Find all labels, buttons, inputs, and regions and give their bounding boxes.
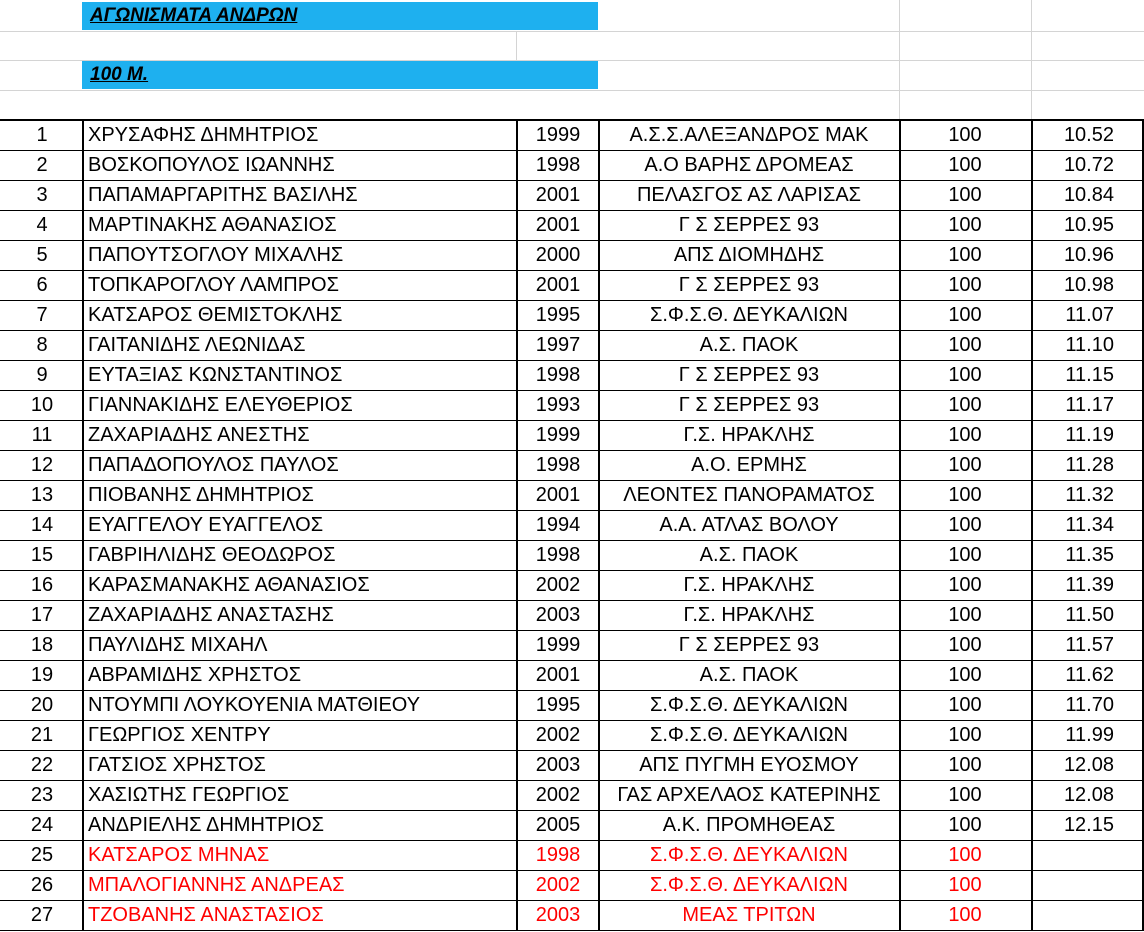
rank-cell[interactable]: 12 [30, 454, 54, 476]
distance-cell[interactable]: 100 [948, 814, 982, 836]
distance-cell[interactable]: 100 [948, 574, 982, 596]
table-border [0, 210, 1144, 211]
table-border [0, 420, 1144, 421]
time-cell[interactable]: 11.17 [1065, 394, 1114, 416]
table-row [0, 660, 1144, 690]
table-row [0, 390, 1144, 420]
rank-cell[interactable]: 22 [30, 754, 54, 776]
name-cell[interactable]: ΚΑΤΣΑΡΟΣ ΜΗΝΑΣ [88, 844, 270, 866]
club-cell[interactable]: Α.Σ. ΠΑΟΚ [699, 334, 799, 356]
name-cell[interactable]: ΓΑΒΡΙΗΛΙΔΗΣ ΘΕΟΔΩΡΟΣ [88, 544, 336, 566]
name-cell[interactable]: ΜΑΡΤΙΝΑΚΗΣ ΑΘΑΝΑΣΙΟΣ [88, 214, 337, 236]
grid-line [0, 31, 1144, 32]
time-cell[interactable]: 11.39 [1065, 574, 1114, 596]
club-cell[interactable]: Γ Σ ΣΕΡΡΕΣ 93 [678, 634, 820, 656]
club-cell[interactable]: Α.Σ. ΠΑΟΚ [699, 664, 799, 686]
time-cell[interactable]: 11.99 [1065, 724, 1114, 746]
year-cell[interactable]: 2001 [535, 484, 581, 506]
year-cell[interactable]: 1998 [535, 454, 581, 476]
distance-cell[interactable]: 100 [948, 754, 982, 776]
table-border [0, 480, 1144, 481]
table-row [0, 150, 1144, 180]
table-row [0, 870, 1144, 900]
name-cell[interactable]: ΠΑΠΑΜΑΡΓΑΡΙΤΗΣ ΒΑΣΙΛΗΣ [88, 184, 358, 206]
club-cell[interactable]: ΑΠΣ ΠΥΓΜΗ ΕΥΟΣΜΟΥ [639, 754, 859, 776]
time-cell[interactable]: 11.34 [1065, 514, 1114, 536]
year-cell[interactable]: 1998 [535, 364, 581, 386]
club-cell[interactable]: ΜΕΑΣ ΤΡΙΤΩΝ [682, 904, 816, 926]
table-row [0, 300, 1144, 330]
rank-cell[interactable]: 27 [30, 904, 54, 926]
distance-cell[interactable]: 100 [948, 724, 982, 746]
distance-cell[interactable]: 100 [948, 664, 982, 686]
rank-cell[interactable]: 15 [30, 544, 54, 566]
club-cell[interactable]: Γ Σ ΣΕΡΡΕΣ 93 [678, 364, 820, 386]
year-cell[interactable]: 2003 [535, 604, 581, 626]
time-cell[interactable] [1032, 900, 1142, 930]
name-cell[interactable]: ΑΝΔΡΙΕΛΗΣ ΔΗΜΗΤΡΙΟΣ [88, 814, 324, 836]
rank-cell[interactable]: 11 [31, 424, 53, 446]
year-cell[interactable]: 1995 [535, 694, 581, 716]
table-border [0, 150, 1144, 151]
distance-cell[interactable]: 100 [948, 304, 982, 326]
club-cell[interactable]: Α.Σ.Σ.ΑΛΕΞΑΝΔΡΟΣ ΜΑΚ [629, 124, 869, 146]
time-cell[interactable]: 10.96 [1063, 244, 1114, 266]
club-cell[interactable]: Σ.Φ.Σ.Θ. ΔΕΥΚΑΛΙΩΝ [650, 724, 848, 746]
table-border [1031, 120, 1033, 930]
rank-cell[interactable]: 9 [36, 364, 48, 386]
name-cell[interactable]: ΓΑΙΤΑΝΙΔΗΣ ΛΕΩΝΙΔΑΣ [88, 334, 306, 356]
grid-line [899, 0, 900, 120]
table-border [899, 120, 901, 930]
table-border [598, 120, 600, 930]
time-cell[interactable] [1032, 840, 1142, 870]
name-cell[interactable]: ΖΑΧΑΡΙΑΔΗΣ ΑΝΑΣΤΑΣΗΣ [88, 604, 334, 626]
year-cell[interactable]: 2002 [535, 874, 581, 896]
time-cell[interactable]: 10.84 [1063, 184, 1114, 206]
table-border [0, 600, 1144, 601]
grid-line [516, 31, 517, 60]
time-cell[interactable]: 11.07 [1065, 304, 1114, 326]
rank-cell[interactable]: 10 [30, 394, 54, 416]
year-cell[interactable]: 1998 [535, 154, 581, 176]
year-cell[interactable]: 1997 [535, 334, 581, 356]
time-cell[interactable]: 12.08 [1063, 784, 1114, 806]
rank-cell[interactable]: 2 [36, 154, 48, 176]
table-row [0, 810, 1144, 840]
name-cell[interactable]: ΕΥΤΑΞΙΑΣ ΚΩΝΣΤΑΝΤΙΝΟΣ [88, 364, 343, 386]
rank-cell[interactable]: 6 [36, 274, 48, 296]
year-cell[interactable]: 1999 [535, 634, 581, 656]
time-cell[interactable]: 11.15 [1065, 364, 1114, 386]
table-border [0, 690, 1144, 691]
table-border [0, 300, 1144, 301]
name-cell[interactable]: ΝΤΟΥΜΠΙ ΛΟΥΚΟΥΕΝΙΑ ΜΑΤΘΙΕΟΥ [88, 694, 421, 716]
name-cell[interactable]: ΤΟΠΚΑΡΟΓΛΟΥ ΛΑΜΠΡΟΣ [88, 274, 339, 296]
table-border [0, 360, 1144, 361]
rank-cell[interactable]: 17 [30, 604, 54, 626]
table-border [0, 180, 1144, 181]
year-cell[interactable]: 2005 [535, 814, 581, 836]
club-cell[interactable]: Γ Σ ΣΕΡΡΕΣ 93 [678, 214, 820, 236]
name-cell[interactable]: ΤΖΟΒΑΝΗΣ ΑΝΑΣΤΑΣΙΟΣ [88, 904, 324, 926]
table-row [0, 330, 1144, 360]
club-cell[interactable]: Α.Κ. ΠΡΟΜΗΘΕΑΣ [662, 814, 836, 836]
name-cell[interactable]: ΧΡΥΣΑΦΗΣ ΔΗΜΗΤΡΙΟΣ [88, 124, 319, 146]
table-row [0, 780, 1144, 810]
name-cell[interactable]: ΒΟΣΚΟΠΟΥΛΟΣ ΙΩΑΝΝΗΣ [88, 154, 335, 176]
results-table [0, 120, 1144, 932]
year-cell[interactable]: 2003 [535, 904, 581, 926]
time-cell[interactable]: 12.15 [1063, 814, 1114, 836]
table-row [0, 450, 1144, 480]
table-row [0, 900, 1144, 930]
table-border [0, 660, 1144, 661]
table-border [0, 870, 1144, 871]
table-border [0, 900, 1144, 901]
rank-cell[interactable]: 18 [30, 634, 54, 656]
time-cell[interactable]: 11.57 [1065, 634, 1114, 656]
distance-cell[interactable]: 100 [948, 364, 982, 386]
table-border [0, 390, 1144, 391]
time-cell[interactable]: 11.19 [1065, 424, 1114, 446]
club-cell[interactable]: Γ.Σ. ΗΡΑΚΛΗΣ [683, 424, 815, 446]
distance-cell[interactable]: 100 [948, 394, 982, 416]
name-cell[interactable]: ΠΑΥΛΙΔΗΣ ΜΙΧΑΗΛ [88, 634, 268, 656]
table-border [0, 780, 1144, 781]
rank-cell[interactable]: 14 [30, 514, 54, 536]
table-row [0, 270, 1144, 300]
distance-cell[interactable]: 100 [948, 214, 982, 236]
grid-line [0, 90, 1144, 91]
table-border [0, 930, 1144, 931]
club-cell[interactable]: Α.Ο. ΕΡΜΗΣ [691, 454, 807, 476]
table-row [0, 480, 1144, 510]
year-cell[interactable]: 2002 [535, 574, 581, 596]
year-cell[interactable]: 2000 [535, 244, 581, 266]
time-cell[interactable]: 11.62 [1065, 664, 1114, 686]
distance-cell[interactable]: 100 [948, 694, 982, 716]
distance-cell[interactable]: 100 [948, 874, 982, 896]
year-cell[interactable]: 2003 [535, 754, 581, 776]
name-cell[interactable]: ΚΑΡΑΣΜΑΝΑΚΗΣ ΑΘΑΝΑΣΙΟΣ [88, 574, 370, 596]
table-border [0, 810, 1144, 811]
table-border [516, 120, 518, 930]
time-cell[interactable]: 12.08 [1063, 754, 1114, 776]
name-cell[interactable]: ΑΒΡΑΜΙΔΗΣ ΧΡΗΣΤΟΣ [88, 664, 302, 686]
distance-cell[interactable]: 100 [948, 334, 982, 356]
rank-cell[interactable]: 4 [36, 214, 48, 236]
year-cell[interactable]: 2002 [535, 784, 581, 806]
year-cell[interactable]: 2001 [535, 274, 581, 296]
table-border [0, 540, 1144, 541]
name-cell[interactable]: ΜΠΑΛΟΓΙΑΝΝΗΣ ΑΝΔΡΕΑΣ [88, 874, 345, 896]
rank-cell[interactable]: 8 [36, 334, 48, 356]
event-name-cell[interactable]: 100 Μ. [82, 61, 598, 89]
year-cell[interactable]: 1995 [535, 304, 581, 326]
name-cell[interactable]: ΠΑΠΟΥΤΣΟΓΛΟΥ ΜΙΧΑΛΗΣ [88, 244, 344, 266]
club-cell[interactable]: Σ.Φ.Σ.Θ. ΔΕΥΚΑΛΙΩΝ [650, 304, 848, 326]
table-row [0, 240, 1144, 270]
rank-cell[interactable]: 24 [30, 814, 54, 836]
table-border [0, 240, 1144, 241]
name-cell[interactable]: ΧΑΣΙΩΤΗΣ ΓΕΩΡΓΙΟΣ [88, 784, 290, 806]
club-cell[interactable]: Σ.Φ.Σ.Θ. ΔΕΥΚΑΛΙΩΝ [650, 844, 848, 866]
table-border [0, 119, 1144, 121]
grid-line [1031, 0, 1032, 120]
distance-cell[interactable]: 100 [948, 274, 982, 296]
rank-cell[interactable]: 26 [30, 874, 54, 896]
distance-cell[interactable]: 100 [948, 904, 982, 926]
rank-cell[interactable]: 13 [30, 484, 54, 506]
table-border [0, 330, 1144, 331]
name-cell[interactable]: ΚΑΤΣΑΡΟΣ ΘΕΜΙΣΤΟΚΛΗΣ [88, 304, 343, 326]
distance-cell[interactable]: 100 [948, 634, 982, 656]
distance-cell[interactable]: 100 [948, 454, 982, 476]
rank-cell[interactable]: 25 [30, 844, 54, 866]
table-row [0, 600, 1144, 630]
club-cell[interactable]: Γ.Σ. ΗΡΑΚΛΗΣ [683, 574, 815, 596]
time-cell[interactable]: 11.10 [1065, 334, 1114, 356]
rank-cell[interactable]: 16 [30, 574, 54, 596]
club-cell[interactable]: Α.Ο ΒΑΡΗΣ ΔΡΟΜΕΑΣ [644, 154, 854, 176]
distance-cell[interactable]: 100 [948, 154, 982, 176]
table-border [0, 570, 1144, 571]
distance-cell[interactable]: 100 [948, 514, 982, 536]
club-cell[interactable]: Γ Σ ΣΕΡΡΕΣ 93 [678, 394, 820, 416]
club-cell[interactable]: Α.Σ. ΠΑΟΚ [699, 544, 799, 566]
club-cell[interactable]: Α.Α. ΑΤΛΑΣ ΒΟΛΟΥ [659, 514, 839, 536]
name-cell[interactable]: ΓΕΩΡΓΙΟΣ ΧΕΝΤΡΥ [88, 724, 271, 746]
distance-cell[interactable]: 100 [948, 484, 982, 506]
rank-cell[interactable]: 21 [30, 724, 54, 746]
table-row [0, 510, 1144, 540]
club-cell[interactable]: Σ.Φ.Σ.Θ. ΔΕΥΚΑΛΙΩΝ [650, 694, 848, 716]
table-row [0, 570, 1144, 600]
year-cell[interactable]: 2001 [535, 184, 581, 206]
club-cell[interactable]: Γ Σ ΣΕΡΡΕΣ 93 [678, 274, 820, 296]
name-cell[interactable]: ΓΑΤΣΙΟΣ ΧΡΗΣΤΟΣ [88, 754, 266, 776]
year-cell[interactable]: 1994 [535, 514, 581, 536]
rank-cell[interactable]: 23 [30, 784, 54, 806]
table-row [0, 210, 1144, 240]
distance-cell[interactable]: 100 [948, 244, 982, 266]
distance-cell[interactable]: 100 [948, 424, 982, 446]
rank-cell[interactable]: 5 [36, 244, 48, 266]
year-cell[interactable]: 1999 [535, 424, 581, 446]
table-border [82, 120, 84, 930]
year-cell[interactable]: 1998 [535, 844, 581, 866]
table-border [0, 450, 1144, 451]
year-cell[interactable]: 2002 [535, 724, 581, 746]
club-cell[interactable]: Σ.Φ.Σ.Θ. ΔΕΥΚΑΛΙΩΝ [650, 874, 848, 896]
rank-cell[interactable]: 19 [30, 664, 54, 686]
table-border [0, 750, 1144, 751]
rank-cell[interactable]: 7 [36, 304, 48, 326]
rank-cell[interactable]: 20 [30, 694, 54, 716]
name-cell[interactable]: ΠΙΟΒΑΝΗΣ ΔΗΜΗΤΡΙΟΣ [88, 484, 314, 506]
distance-cell[interactable]: 100 [948, 184, 982, 206]
time-cell[interactable]: 11.32 [1065, 484, 1114, 506]
time-cell[interactable]: 11.70 [1065, 694, 1114, 716]
table-row [0, 120, 1144, 150]
table-border [0, 840, 1144, 841]
rank-cell[interactable]: 3 [36, 184, 48, 206]
club-cell[interactable]: ΑΠΣ ΔΙΟΜΗΔΗΣ [673, 244, 825, 266]
table-row [0, 180, 1144, 210]
name-cell[interactable]: ΓΙΑΝΝΑΚΙΔΗΣ ΕΛΕΥΘΕΡΙΟΣ [88, 394, 353, 416]
rank-cell[interactable]: 1 [36, 124, 48, 146]
club-cell[interactable]: ΠΕΛΑΣΓΟΣ ΑΣ ΛΑΡΙΣΑΣ [636, 184, 862, 206]
time-cell[interactable]: 11.35 [1065, 544, 1114, 566]
distance-cell[interactable]: 100 [948, 844, 982, 866]
table-row [0, 420, 1144, 450]
events-title-cell[interactable]: ΑΓΩΝΙΣΜΑΤΑ ΑΝΔΡΩΝ [82, 2, 598, 30]
year-cell[interactable]: 1993 [535, 394, 581, 416]
distance-cell[interactable]: 100 [948, 784, 982, 806]
time-cell[interactable]: 11.28 [1065, 454, 1114, 476]
table-border [0, 270, 1144, 271]
time-cell[interactable]: 10.72 [1063, 154, 1114, 176]
time-cell[interactable]: 11.50 [1065, 604, 1114, 626]
time-cell[interactable] [1032, 870, 1142, 900]
table-border [0, 510, 1144, 511]
name-cell[interactable]: ΕΥΑΓΓΕΛΟΥ ΕΥΑΓΓΕΛΟΣ [88, 514, 324, 536]
table-border [0, 630, 1144, 631]
table-row [0, 360, 1144, 390]
distance-cell[interactable]: 100 [948, 604, 982, 626]
club-cell[interactable]: ΛΕΟΝΤΕΣ ΠΑΝΟΡΑΜΑΤΟΣ [623, 484, 875, 506]
time-cell[interactable]: 10.98 [1063, 274, 1114, 296]
distance-cell[interactable]: 100 [948, 544, 982, 566]
club-cell[interactable]: ΓΑΣ ΑΡΧΕΛΑΟΣ ΚΑΤΕΡΙΝΗΣ [617, 784, 881, 806]
table-row [0, 720, 1144, 750]
table-row [0, 750, 1144, 780]
distance-cell[interactable]: 100 [948, 124, 982, 146]
table-row [0, 690, 1144, 720]
name-cell[interactable]: ΠΑΠΑΔΟΠΟΥΛΟΣ ΠΑΥΛΟΣ [88, 454, 339, 476]
year-cell[interactable]: 2001 [535, 664, 581, 686]
name-cell[interactable]: ΖΑΧΑΡΙΑΔΗΣ ΑΝΕΣΤΗΣ [88, 424, 310, 446]
table-row [0, 840, 1144, 870]
year-cell[interactable]: 2001 [535, 214, 581, 236]
time-cell[interactable]: 10.52 [1063, 124, 1114, 146]
year-cell[interactable]: 1999 [535, 124, 581, 146]
table-row [0, 630, 1144, 660]
table-row [0, 540, 1144, 570]
time-cell[interactable]: 10.95 [1063, 214, 1114, 236]
club-cell[interactable]: Γ.Σ. ΗΡΑΚΛΗΣ [683, 604, 815, 626]
table-border [0, 720, 1144, 721]
year-cell[interactable]: 1998 [535, 544, 581, 566]
